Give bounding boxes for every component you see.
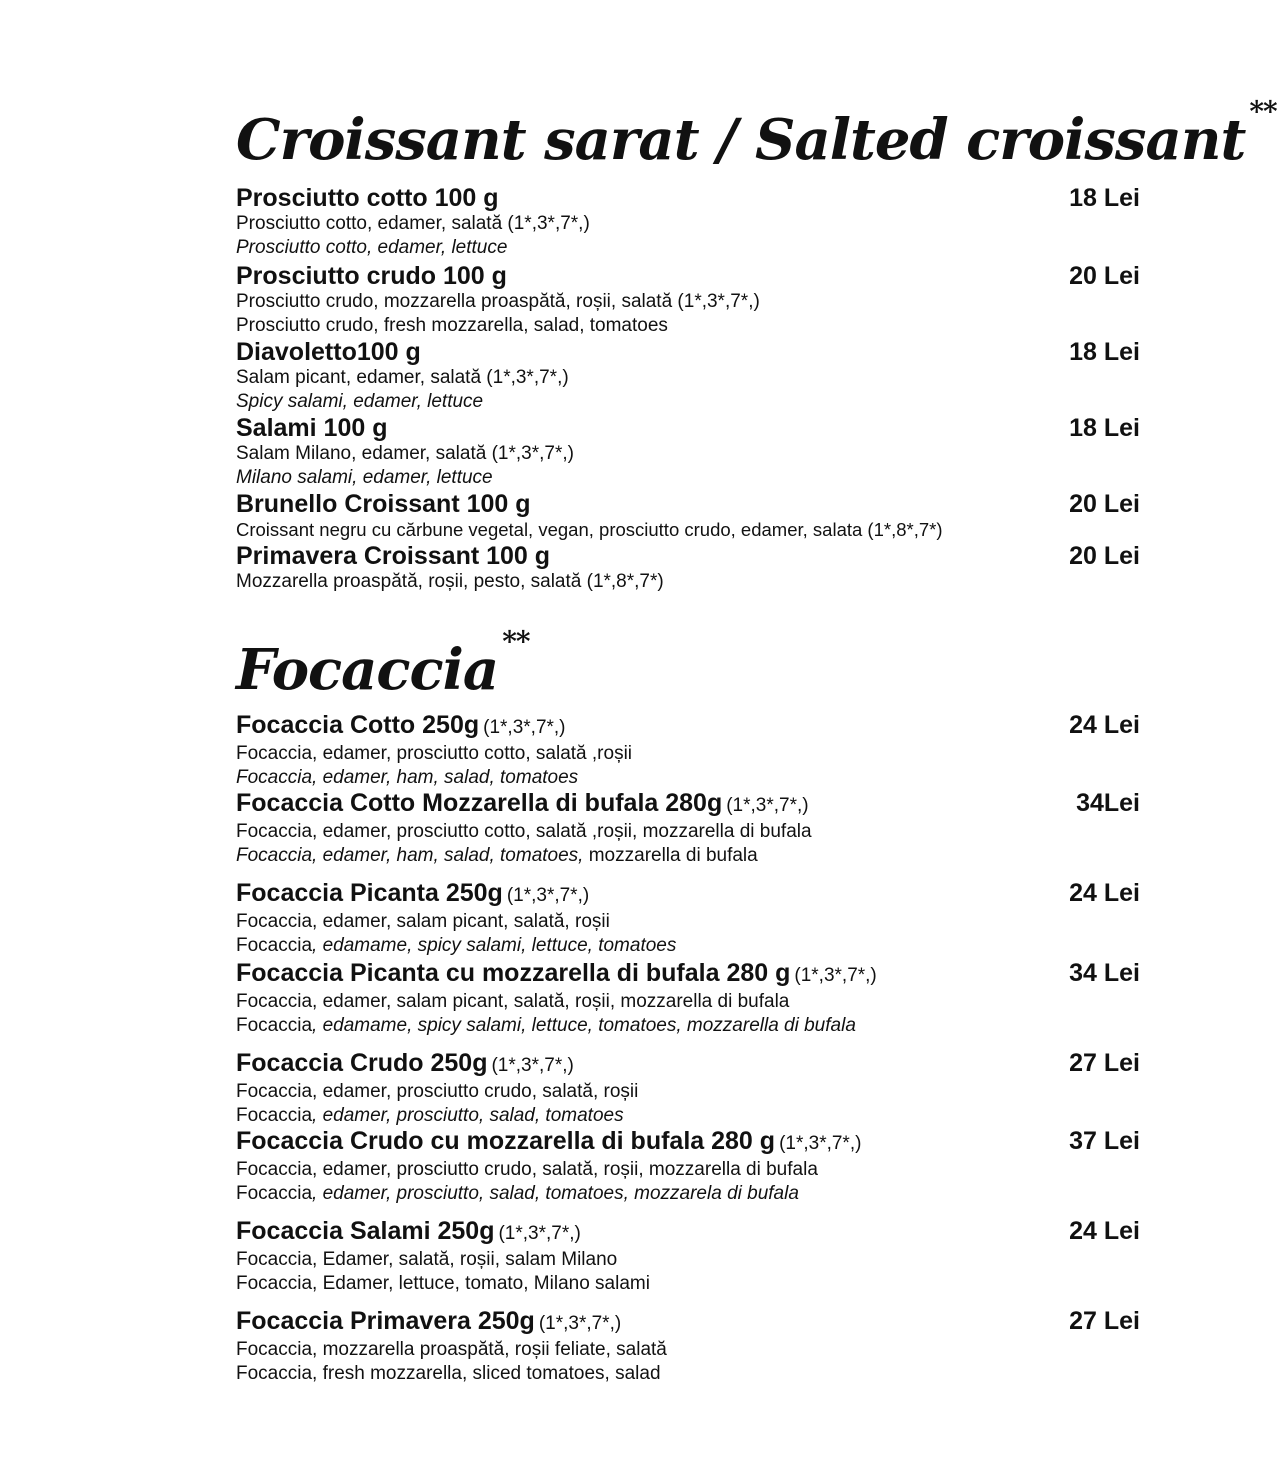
menu-item xyxy=(236,1049,1140,1128)
item-allergens: (1*,3*,7*,) xyxy=(794,965,877,986)
item-allergens: (1*,3*,7*,) xyxy=(538,1313,622,1334)
item-name: Focaccia Crudo cu mozzarella di bufala 280 g xyxy=(236,1127,776,1155)
item-description-en-lead: Focaccia xyxy=(236,1183,313,1204)
menu-item xyxy=(236,789,1140,868)
item-price: 34Lei xyxy=(1076,789,1140,817)
item-price: 24 Lei xyxy=(1069,879,1140,907)
item-price: 24 Lei xyxy=(1069,1217,1140,1245)
menu-item xyxy=(236,414,1140,490)
item-price: 37 Lei xyxy=(1069,1127,1140,1155)
menu-item xyxy=(236,879,1140,958)
item-description-en: Spicy salami, edamer, lettuce xyxy=(236,391,484,412)
item-description-en: , edamame, spicy salami, lettuce, tomatoes, mozzarella di bufala xyxy=(312,1015,856,1036)
menu-item xyxy=(236,1217,1140,1296)
item-name: Focaccia Picanta cu mozzarella di bufala 280 g xyxy=(236,959,791,987)
item-price: 18 Lei xyxy=(1069,184,1140,212)
item-description-ro: Focaccia, edamer, prosciutto cotto, salată ,roșii xyxy=(236,743,633,764)
item-price: 20 Lei xyxy=(1069,542,1140,570)
item-allergens: (1*,3*,7*,) xyxy=(726,795,809,816)
item-name: Focaccia Picanta 250g xyxy=(236,879,503,907)
item-description-en-tail: mozzarella di bufala xyxy=(583,845,758,866)
item-description-ro: Mozzarella proaspătă, roșii, pesto, salată (1*,8*,7*) xyxy=(236,571,664,592)
item-price: 20 Lei xyxy=(1069,490,1140,518)
item-name: Brunello Croissant 100 g xyxy=(236,490,531,518)
item-description-en-lead: Focaccia xyxy=(236,1015,313,1036)
item-description-ro: Croissant negru cu cărbune vegetal, vegan, prosciutto crudo, edamer, salata (1*,8*,7*) xyxy=(236,519,943,540)
asterisk-note: ** xyxy=(1249,95,1277,128)
item-description-en: Prosciutto cotto, edamer, lettuce xyxy=(236,237,508,258)
item-description-ro: Focaccia, edamer, prosciutto crudo, salată, roșii xyxy=(236,1081,639,1102)
item-description-ro: Focaccia, edamer, prosciutto cotto, salată ,roșii, mozzarella di bufala xyxy=(236,821,812,842)
item-allergens: (1*,3*,7*,) xyxy=(498,1223,581,1244)
menu-item xyxy=(236,184,1140,260)
item-name: Focaccia Primavera 250g xyxy=(236,1307,535,1335)
item-description-en: Focaccia, Edamer, lettuce, tomato, Milano salami xyxy=(236,1273,650,1294)
item-description-ro: Focaccia, mozzarella proaspătă, roșii feliate, salată xyxy=(236,1339,667,1360)
item-description-ro: Salam picant, edamer, salată (1*,3*,7*,) xyxy=(236,367,569,388)
item-name: Focaccia Salami 250g xyxy=(236,1217,495,1245)
item-description-en-lead: Focaccia xyxy=(236,1105,313,1126)
section-title-croissant: Croissant sarat / Salted croissant ** xyxy=(236,95,1277,173)
item-price: 27 Lei xyxy=(1069,1049,1140,1077)
item-description-en-lead: Focaccia xyxy=(236,935,313,956)
item-price: 34 Lei xyxy=(1069,959,1140,987)
item-allergens: (1*,3*,7*,) xyxy=(779,1133,862,1154)
item-allergens: (1*,3*,7*,) xyxy=(491,1055,574,1076)
item-price: 27 Lei xyxy=(1069,1307,1140,1335)
menu-item xyxy=(236,490,1140,542)
section-title-focaccia: Focaccia ** xyxy=(236,625,530,703)
item-description-ro: Salam Milano, edamer, salată (1*,3*,7*,) xyxy=(236,443,574,464)
item-description-en: , edamame, spicy salami, lettuce, tomatoes xyxy=(312,935,677,956)
item-price: 24 Lei xyxy=(1069,711,1140,739)
menu-item xyxy=(236,1307,1140,1386)
item-description-en: , edamer, prosciutto, salad, tomatoes xyxy=(312,1105,624,1126)
item-allergens: (1*,3*,7*,) xyxy=(483,717,566,738)
item-price: 18 Lei xyxy=(1069,338,1140,366)
item-name: Focaccia Cotto 250g xyxy=(236,711,480,739)
menu-item xyxy=(236,262,1140,338)
item-name: Primavera Croissant 100 g xyxy=(236,542,551,570)
menu-item xyxy=(236,1127,1140,1206)
item-name: Prosciutto cotto 100 g xyxy=(236,184,499,212)
item-price: 20 Lei xyxy=(1069,262,1140,290)
item-description-en: Focaccia, edamer, ham, salad, tomatoes xyxy=(236,767,579,788)
item-allergens: (1*,3*,7*,) xyxy=(506,885,590,906)
item-description-en: Focaccia, edamer, ham, salad, tomatoes, xyxy=(236,845,584,866)
item-description-en: , edamer, prosciutto, salad, tomatoes, mozzarela di bufala xyxy=(312,1183,799,1204)
item-name: Focaccia Crudo 250g xyxy=(236,1049,488,1077)
item-description-ro: Prosciutto crudo, mozzarella proaspătă, roșii, salată (1*,3*,7*,) xyxy=(236,291,760,312)
item-name: Focaccia Cotto Mozzarella di bufala 280g xyxy=(236,789,723,817)
menu-item xyxy=(236,711,1140,790)
item-description-ro: Focaccia, edamer, salam picant, salată, roșii, mozzarella di bufala xyxy=(236,991,790,1012)
item-description-ro: Focaccia, edamer, prosciutto crudo, salată, roșii, mozzarella di bufala xyxy=(236,1159,818,1180)
menu-item xyxy=(236,542,1140,594)
item-name: Salami 100 g xyxy=(236,414,388,442)
item-price: 18 Lei xyxy=(1069,414,1140,442)
item-name: Prosciutto crudo 100 g xyxy=(236,262,507,290)
item-description-ro: Focaccia, edamer, salam picant, salată, roșii xyxy=(236,911,610,932)
item-description-ro: Focaccia, Edamer, salată, roșii, salam Milano xyxy=(236,1249,618,1270)
item-description-en: Milano salami, edamer, lettuce xyxy=(236,467,493,488)
menu-item xyxy=(236,338,1140,414)
item-description-en: Prosciutto crudo, fresh mozzarella, salad, tomatoes xyxy=(236,315,668,336)
item-name: Diavoletto100 g xyxy=(236,338,421,366)
item-description-en: Focaccia, fresh mozzarella, sliced tomatoes, salad xyxy=(236,1363,661,1384)
item-description-ro: Prosciutto cotto, edamer, salată (1*,3*,7*,) xyxy=(236,213,590,234)
menu-item xyxy=(236,959,1140,1038)
asterisk-note: ** xyxy=(502,625,530,658)
